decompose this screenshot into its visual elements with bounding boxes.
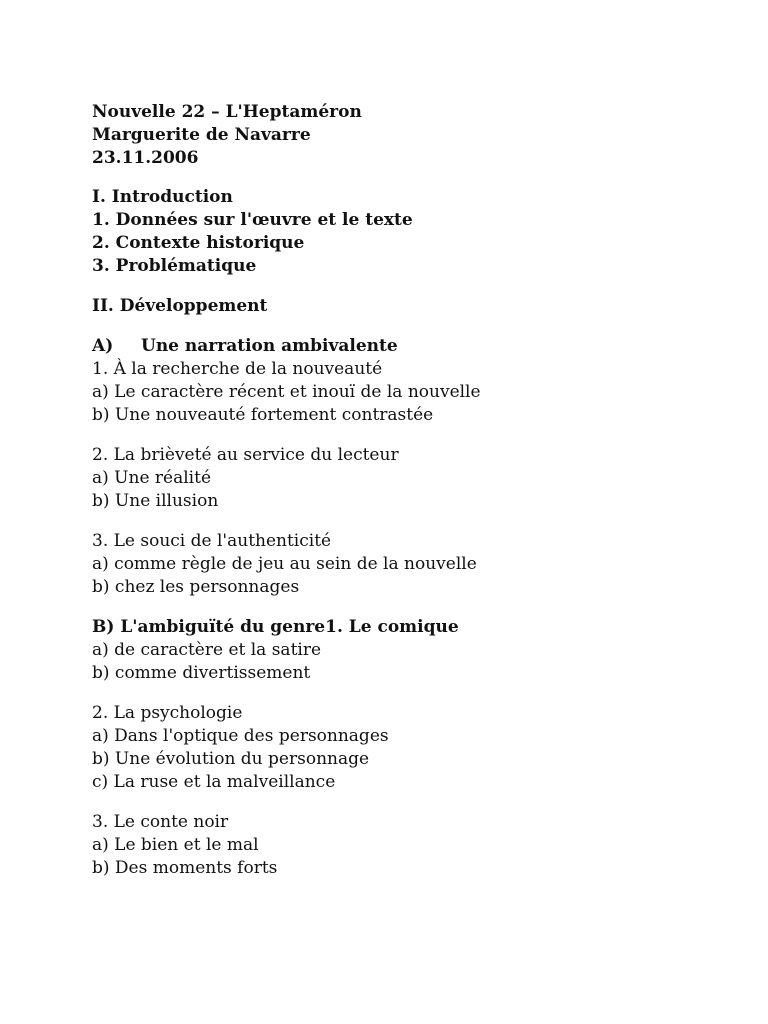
document-title: Nouvelle 22 – L'Heptaméron [92,102,362,122]
part-a [92,335,732,599]
list-item: a) Dans l'optique des personnages [92,726,389,746]
list-item: b) chez les personnages [92,577,300,597]
document-page [92,101,732,880]
development-heading: II. Développement [92,296,268,316]
list-item: a) Une réalité [92,468,211,488]
list-item: a) Le bien et le mal [92,835,259,855]
list-item: a) comme règle de jeu au sein de la nouvelle [92,554,477,574]
part-b-heading: B) L'ambiguïté du genre1. Le comique [92,617,459,637]
list-item: b) Une nouveauté fortement contrastée [92,405,434,425]
list-item: b) Une illusion [92,491,219,511]
development-section [92,295,732,880]
document-author: Marguerite de Navarre [92,125,311,145]
part-a-title: Une narration ambivalente [141,336,398,356]
introduction-item: 1. Données sur l'œuvre et le texte [92,210,413,230]
subsection-heading: 1. À la recherche de la nouveauté [92,359,383,379]
list-item: b) Des moments forts [92,858,278,878]
part-b [92,616,732,880]
list-item: c) La ruse et la malveillance [92,772,336,792]
list-item: b) comme divertissement [92,663,311,683]
part-a-heading [92,335,732,358]
list-item: b) Une évolution du personnage [92,749,370,769]
document-date: 23.11.2006 [92,148,199,168]
list-item: a) de caractère et la satire [92,640,322,660]
subsection-heading: 2. La psychologie [92,703,243,723]
subsection-heading: 3. Le conte noir [92,812,229,832]
part-a-label: A) [92,336,114,356]
subsection-heading: 3. Le souci de l'authenticité [92,531,332,551]
document-header [92,101,732,170]
introduction-item: 3. Problématique [92,256,257,276]
introduction-item: 2. Contexte historique [92,233,305,253]
introduction-section [92,186,732,278]
list-item: a) Le caractère récent et inouï de la nouvelle [92,382,481,402]
subsection-heading: 2. La brièveté au service du lecteur [92,445,399,465]
introduction-heading: I. Introduction [92,187,233,207]
